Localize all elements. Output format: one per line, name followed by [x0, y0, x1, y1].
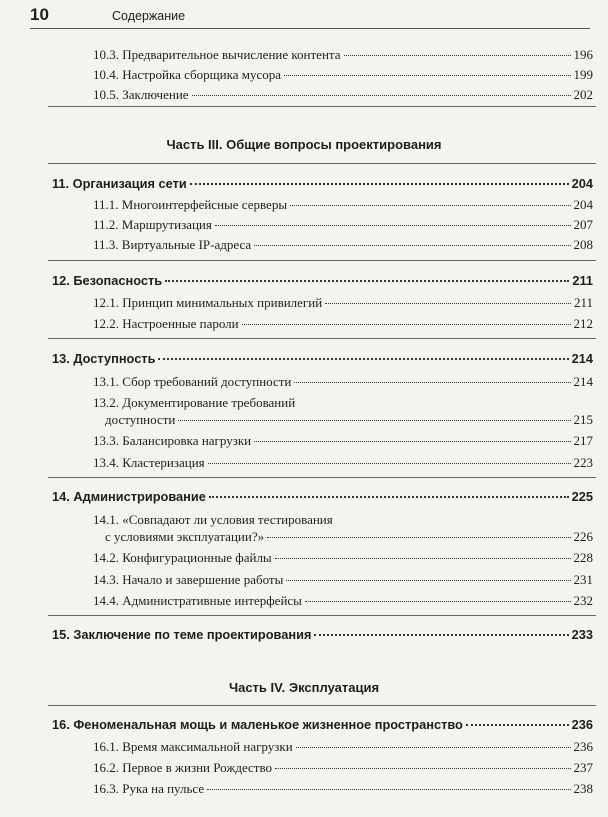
dot-leader: [275, 768, 570, 769]
toc-entry-title: 11.2. Маршрутизация: [93, 217, 212, 232]
section-divider: [48, 106, 596, 107]
toc-chapter[interactable]: [52, 488, 593, 506]
toc-entry-title: 13.4. Кластеризация: [93, 455, 205, 470]
toc-chapter-page: 214: [571, 351, 593, 366]
dot-leader: [314, 634, 568, 636]
toc-entry[interactable]: [93, 592, 593, 610]
section-divider: [48, 477, 596, 478]
toc-chapter-title: 12. Безопасность: [52, 273, 163, 288]
toc-entry-title: 10.5. Заключение: [93, 87, 189, 102]
toc-chapter-title: 14. Администрирование: [52, 489, 206, 504]
toc-entry-title: 16.1. Время максимальной нагрузки: [93, 739, 293, 754]
toc-entry-title: 16.3. Рука на пульсе: [93, 781, 205, 796]
toc-entry-title: 14.3. Начало и завершение работы: [93, 572, 284, 587]
toc-chapter-title: 16. Феноменальная мощь и маленькое жизненное пространство: [52, 717, 463, 732]
toc-entry[interactable]: [105, 411, 593, 429]
section-divider: [48, 260, 596, 261]
dot-leader: [294, 382, 570, 383]
toc-entry[interactable]: [93, 738, 593, 756]
toc-entry-page: 228: [573, 550, 593, 565]
toc-entry[interactable]: [93, 46, 593, 64]
toc-chapter-page: 211: [572, 273, 593, 288]
dot-leader: [296, 747, 571, 748]
toc-entry-title-line1: 14.1. «Совпадают ли условия тестирования: [93, 512, 333, 527]
toc-entry-page: 207: [573, 217, 593, 232]
dot-leader: [290, 205, 570, 206]
toc-entry-page: 237: [573, 760, 593, 775]
toc-entry-page: 208: [573, 237, 593, 252]
dot-leader: [284, 75, 570, 76]
toc-entry-page: 196: [573, 47, 593, 62]
toc-entry[interactable]: [93, 196, 593, 214]
toc-entry-page: 236: [573, 739, 593, 754]
toc-entry-title: 12.1. Принцип минимальных привилегий: [93, 295, 323, 310]
toc-entry-page: 217: [573, 433, 593, 448]
section-divider: [48, 615, 596, 616]
toc-entry[interactable]: [93, 294, 593, 312]
toc-entry-page: 212: [573, 316, 593, 331]
section-divider: [48, 705, 596, 706]
toc-entry-title: 10.3. Предварительное вычисление контента: [93, 47, 341, 62]
section-divider: [48, 338, 596, 339]
toc-entry[interactable]: [93, 315, 593, 333]
toc-chapter[interactable]: [52, 716, 593, 734]
toc-entry-title-cont: доступности: [105, 412, 176, 427]
toc-entry-page: 231: [573, 572, 593, 587]
toc-entry-title: 11.3. Виртуальные IP-адреса: [93, 237, 252, 252]
toc-entry-page: 202: [573, 87, 593, 102]
toc-chapter[interactable]: [52, 272, 593, 290]
toc-entry-page: 214: [573, 374, 593, 389]
dot-leader: [165, 280, 569, 282]
toc-entry-page: 204: [573, 197, 593, 212]
dot-leader: [178, 420, 570, 421]
dot-leader: [286, 580, 570, 581]
dot-leader: [158, 358, 568, 360]
toc-chapter[interactable]: [52, 350, 593, 368]
toc-entry-title-cont: с условиями эксплуатации?»: [105, 529, 265, 544]
toc-entry[interactable]: [93, 236, 593, 254]
toc-entry-page: 232: [573, 593, 593, 608]
toc-chapter-page: 233: [571, 627, 593, 642]
toc-entry-title: 11.1. Многоинтерфейсные серверы: [93, 197, 288, 212]
toc-entry[interactable]: [93, 86, 593, 104]
toc-entry-title: 14.4. Административные интерфейсы: [93, 593, 302, 608]
toc-entry[interactable]: [93, 759, 593, 777]
toc-entry-title: 12.2. Настроенные пароли: [93, 316, 239, 331]
toc-entry-page: 199: [573, 67, 593, 82]
toc-chapter[interactable]: [52, 626, 593, 644]
dot-leader: [208, 463, 571, 464]
toc-entry-page: 223: [573, 455, 593, 470]
toc-entry-page: 238: [573, 781, 593, 796]
dot-leader: [215, 225, 571, 226]
toc-entry-title: 13.1. Сбор требований доступности: [93, 374, 292, 389]
dot-leader: [209, 496, 569, 498]
toc-entry-title: 10.4. Настройка сборщика мусора: [93, 67, 282, 82]
toc-entry[interactable]: [93, 571, 593, 589]
toc-chapter[interactable]: [52, 175, 593, 193]
dot-leader: [466, 724, 569, 726]
toc-chapter-title: 11. Организация сети: [52, 176, 187, 191]
dot-leader: [275, 558, 571, 559]
toc-entry[interactable]: [93, 780, 593, 798]
toc-chapter-page: 204: [571, 176, 593, 191]
toc-entry-title-line1: 13.2. Документирование требований: [93, 395, 296, 410]
toc-entry-title: 14.2. Конфигурационные файлы: [93, 550, 272, 565]
toc-chapter-title: 15. Заключение по теме проектирования: [52, 627, 312, 642]
toc-chapter-page: 225: [571, 489, 593, 504]
part-title: Часть III. Общие вопросы проектирования: [166, 137, 442, 152]
toc-entry[interactable]: [93, 549, 593, 567]
dot-leader: [190, 183, 569, 185]
dot-leader: [325, 303, 571, 304]
toc-entry[interactable]: [105, 528, 593, 546]
dot-leader: [267, 537, 570, 538]
page-number: 10: [30, 5, 49, 24]
running-title: Содержание: [112, 9, 186, 23]
toc-entry-page: 226: [573, 529, 593, 544]
toc-chapter-title: 13. Доступность: [52, 351, 156, 366]
toc-entry-page: 215: [573, 412, 593, 427]
dot-leader: [242, 324, 571, 325]
dot-leader: [254, 245, 570, 246]
toc-entry-title: 16.2. Первое в жизни Рождество: [93, 760, 273, 775]
part-title: Часть IV. Эксплуатация: [228, 680, 380, 695]
section-divider: [48, 163, 596, 164]
toc-chapter-page: 236: [571, 717, 593, 732]
toc-entry[interactable]: [93, 66, 593, 84]
dot-leader: [305, 601, 571, 602]
dot-leader: [254, 441, 570, 442]
toc-entry[interactable]: [93, 432, 593, 450]
dot-leader: [192, 95, 571, 96]
toc-entry[interactable]: [93, 216, 593, 234]
toc-entry[interactable]: [93, 454, 593, 472]
toc-entry-title: 13.3. Балансировка нагрузки: [93, 433, 252, 448]
dot-leader: [344, 55, 571, 56]
toc-entry[interactable]: [93, 373, 593, 391]
dot-leader: [207, 789, 570, 790]
toc-entry-page: 211: [573, 295, 593, 310]
